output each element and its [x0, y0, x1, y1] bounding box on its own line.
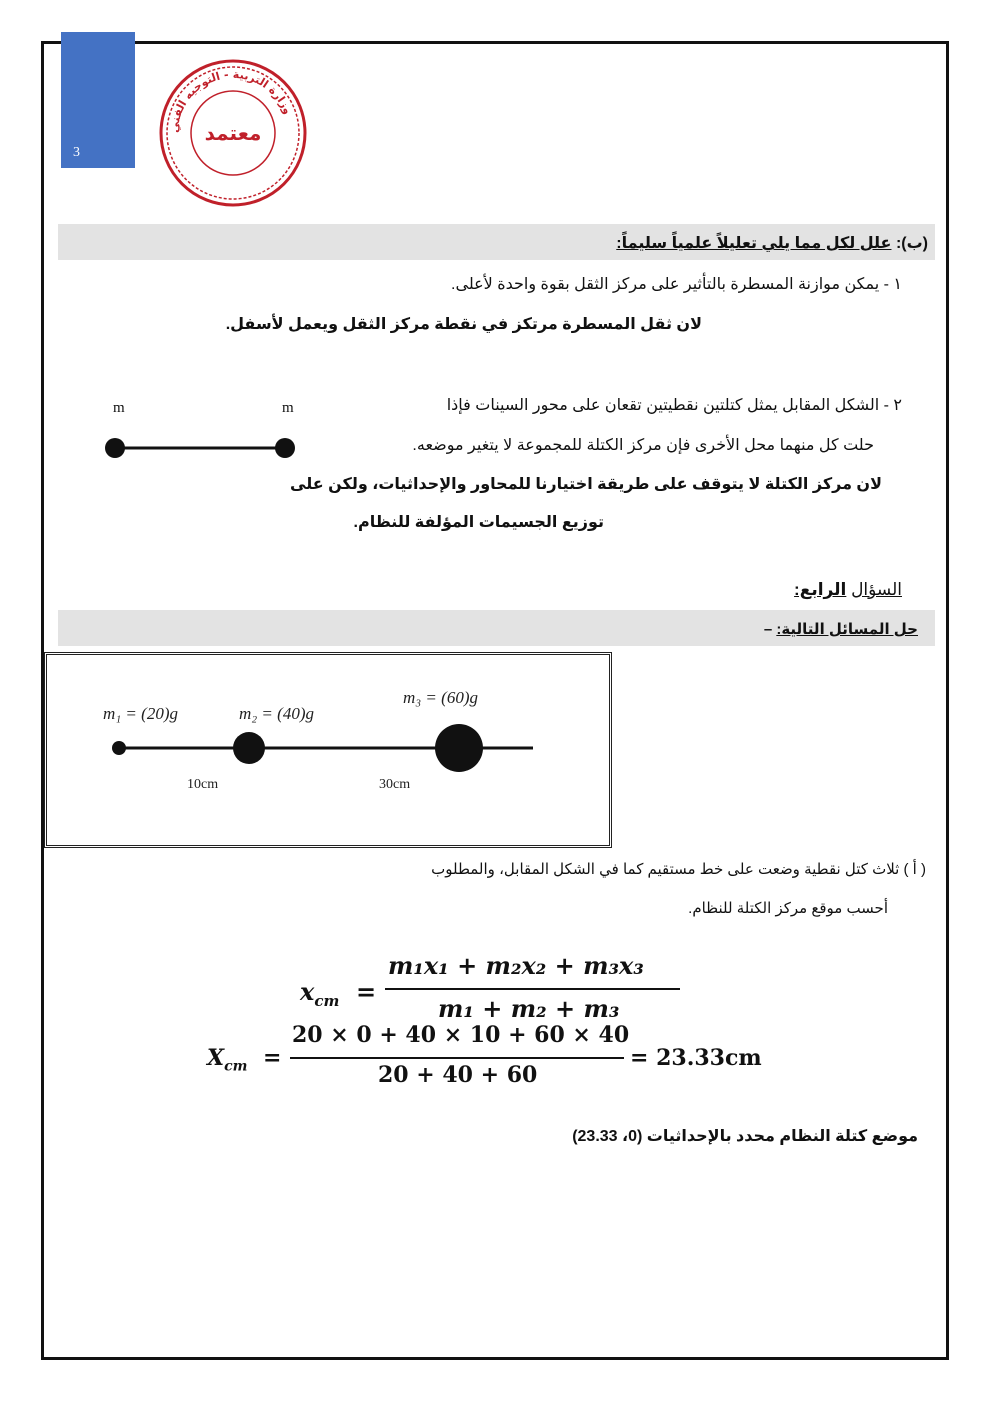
- calc-fraction-bar: [290, 1057, 624, 1059]
- mass-label-right: m: [282, 400, 294, 416]
- stamp-ring-text: وزارة التربية - التوجيه الفني: [167, 67, 295, 134]
- three-mass-figure: [47, 655, 609, 845]
- question4-title: الرابع:: [794, 580, 847, 599]
- calc-lhs: $X_{cm}$: [207, 1045, 248, 1075]
- mass3-label: m₃ = (60)g: [403, 688, 478, 707]
- approval-stamp: [158, 58, 308, 208]
- section-b-prefix: (ب):: [895, 235, 928, 252]
- question4-prefix: السؤال: [851, 580, 902, 599]
- calc-equals: =: [263, 1045, 282, 1071]
- q1-answer: لان ثقل المسطرة مرتكز في نقطة مركز الثقل ويعمل لأسفل.: [225, 316, 702, 333]
- formula-numerator: m₁x₁ + m₂x₂ + m₃x₃: [388, 951, 644, 980]
- mass1-label: m₁ = (20)g: [103, 704, 178, 723]
- formula-equals: =: [356, 977, 377, 1006]
- formula-fraction-bar: [385, 988, 680, 990]
- part-a-line2: أحسب موقع مركز الكتلة للنظام.: [688, 900, 888, 917]
- mass-label-left: m: [113, 400, 125, 416]
- page-number: 3: [73, 145, 80, 160]
- q2-line1: ٢ - الشكل المقابل يمثل كتلتين نقطيتين تقعان على محور السينات فإذا: [446, 397, 902, 414]
- stamp-center-text: معتمد: [204, 121, 262, 145]
- question4-instruction-dash: –: [763, 621, 773, 638]
- q2-line2: حلت كل منهما محل الأخرى فإن مركز الكتلة للمجموعة لا يتغير موضعه.: [412, 437, 874, 454]
- mass1-dot: [112, 741, 126, 755]
- mass2-label: m₂ = (40)g: [239, 704, 314, 723]
- left-mass-dot: [105, 438, 125, 458]
- section-b-heading: [616, 233, 928, 253]
- mass2-dot: [233, 732, 265, 764]
- q1-text: ١ - يمكن موازنة المسطرة بالتأثير على مركز الثقل بقوة واحدة لأعلى.: [451, 276, 902, 293]
- part-a-line1: ( أ ) ثلاث كتل نقطية وضعت على خط مستقيم كما في الشكل المقابل، والمطلوب: [431, 861, 926, 878]
- distance-label-1: 10cm: [187, 777, 219, 792]
- formula-denominator: m₁ + m₂ + m₃: [438, 994, 620, 1023]
- mass3-dot: [435, 724, 483, 772]
- distance-label-2: 30cm: [379, 777, 411, 792]
- calc-denominator: 20 + 40 + 60: [378, 1062, 538, 1088]
- question4-instruction-text: حل المسائل التالية:: [776, 621, 918, 638]
- q2-answer-line1: لان مركز الكتلة لا يتوقف على طريقة اختيارنا للمحاور والإحداثيات، ولكن على: [290, 476, 882, 493]
- three-mass-figure-box: [44, 652, 612, 848]
- two-mass-figure: [100, 428, 300, 468]
- calc-result: = 23.33cm: [630, 1045, 762, 1071]
- formula-lhs: $x_{cm}$: [300, 977, 340, 1010]
- conclusion: موضع كتلة النظام محدد بالإحداثيات (0، 23.33): [572, 1128, 918, 1145]
- q2-answer-line2: توزيع الجسيمات المؤلفة للنظام.: [353, 514, 604, 531]
- right-mass-dot: [275, 438, 295, 458]
- question4-instruction: [764, 620, 918, 638]
- question4-heading: [794, 580, 902, 600]
- section-b-title: علل لكل مما يلي تعليلاً علمياً سليماً:: [616, 235, 892, 252]
- calc-numerator: 20 × 0 + 40 × 10 + 60 × 40: [292, 1022, 630, 1048]
